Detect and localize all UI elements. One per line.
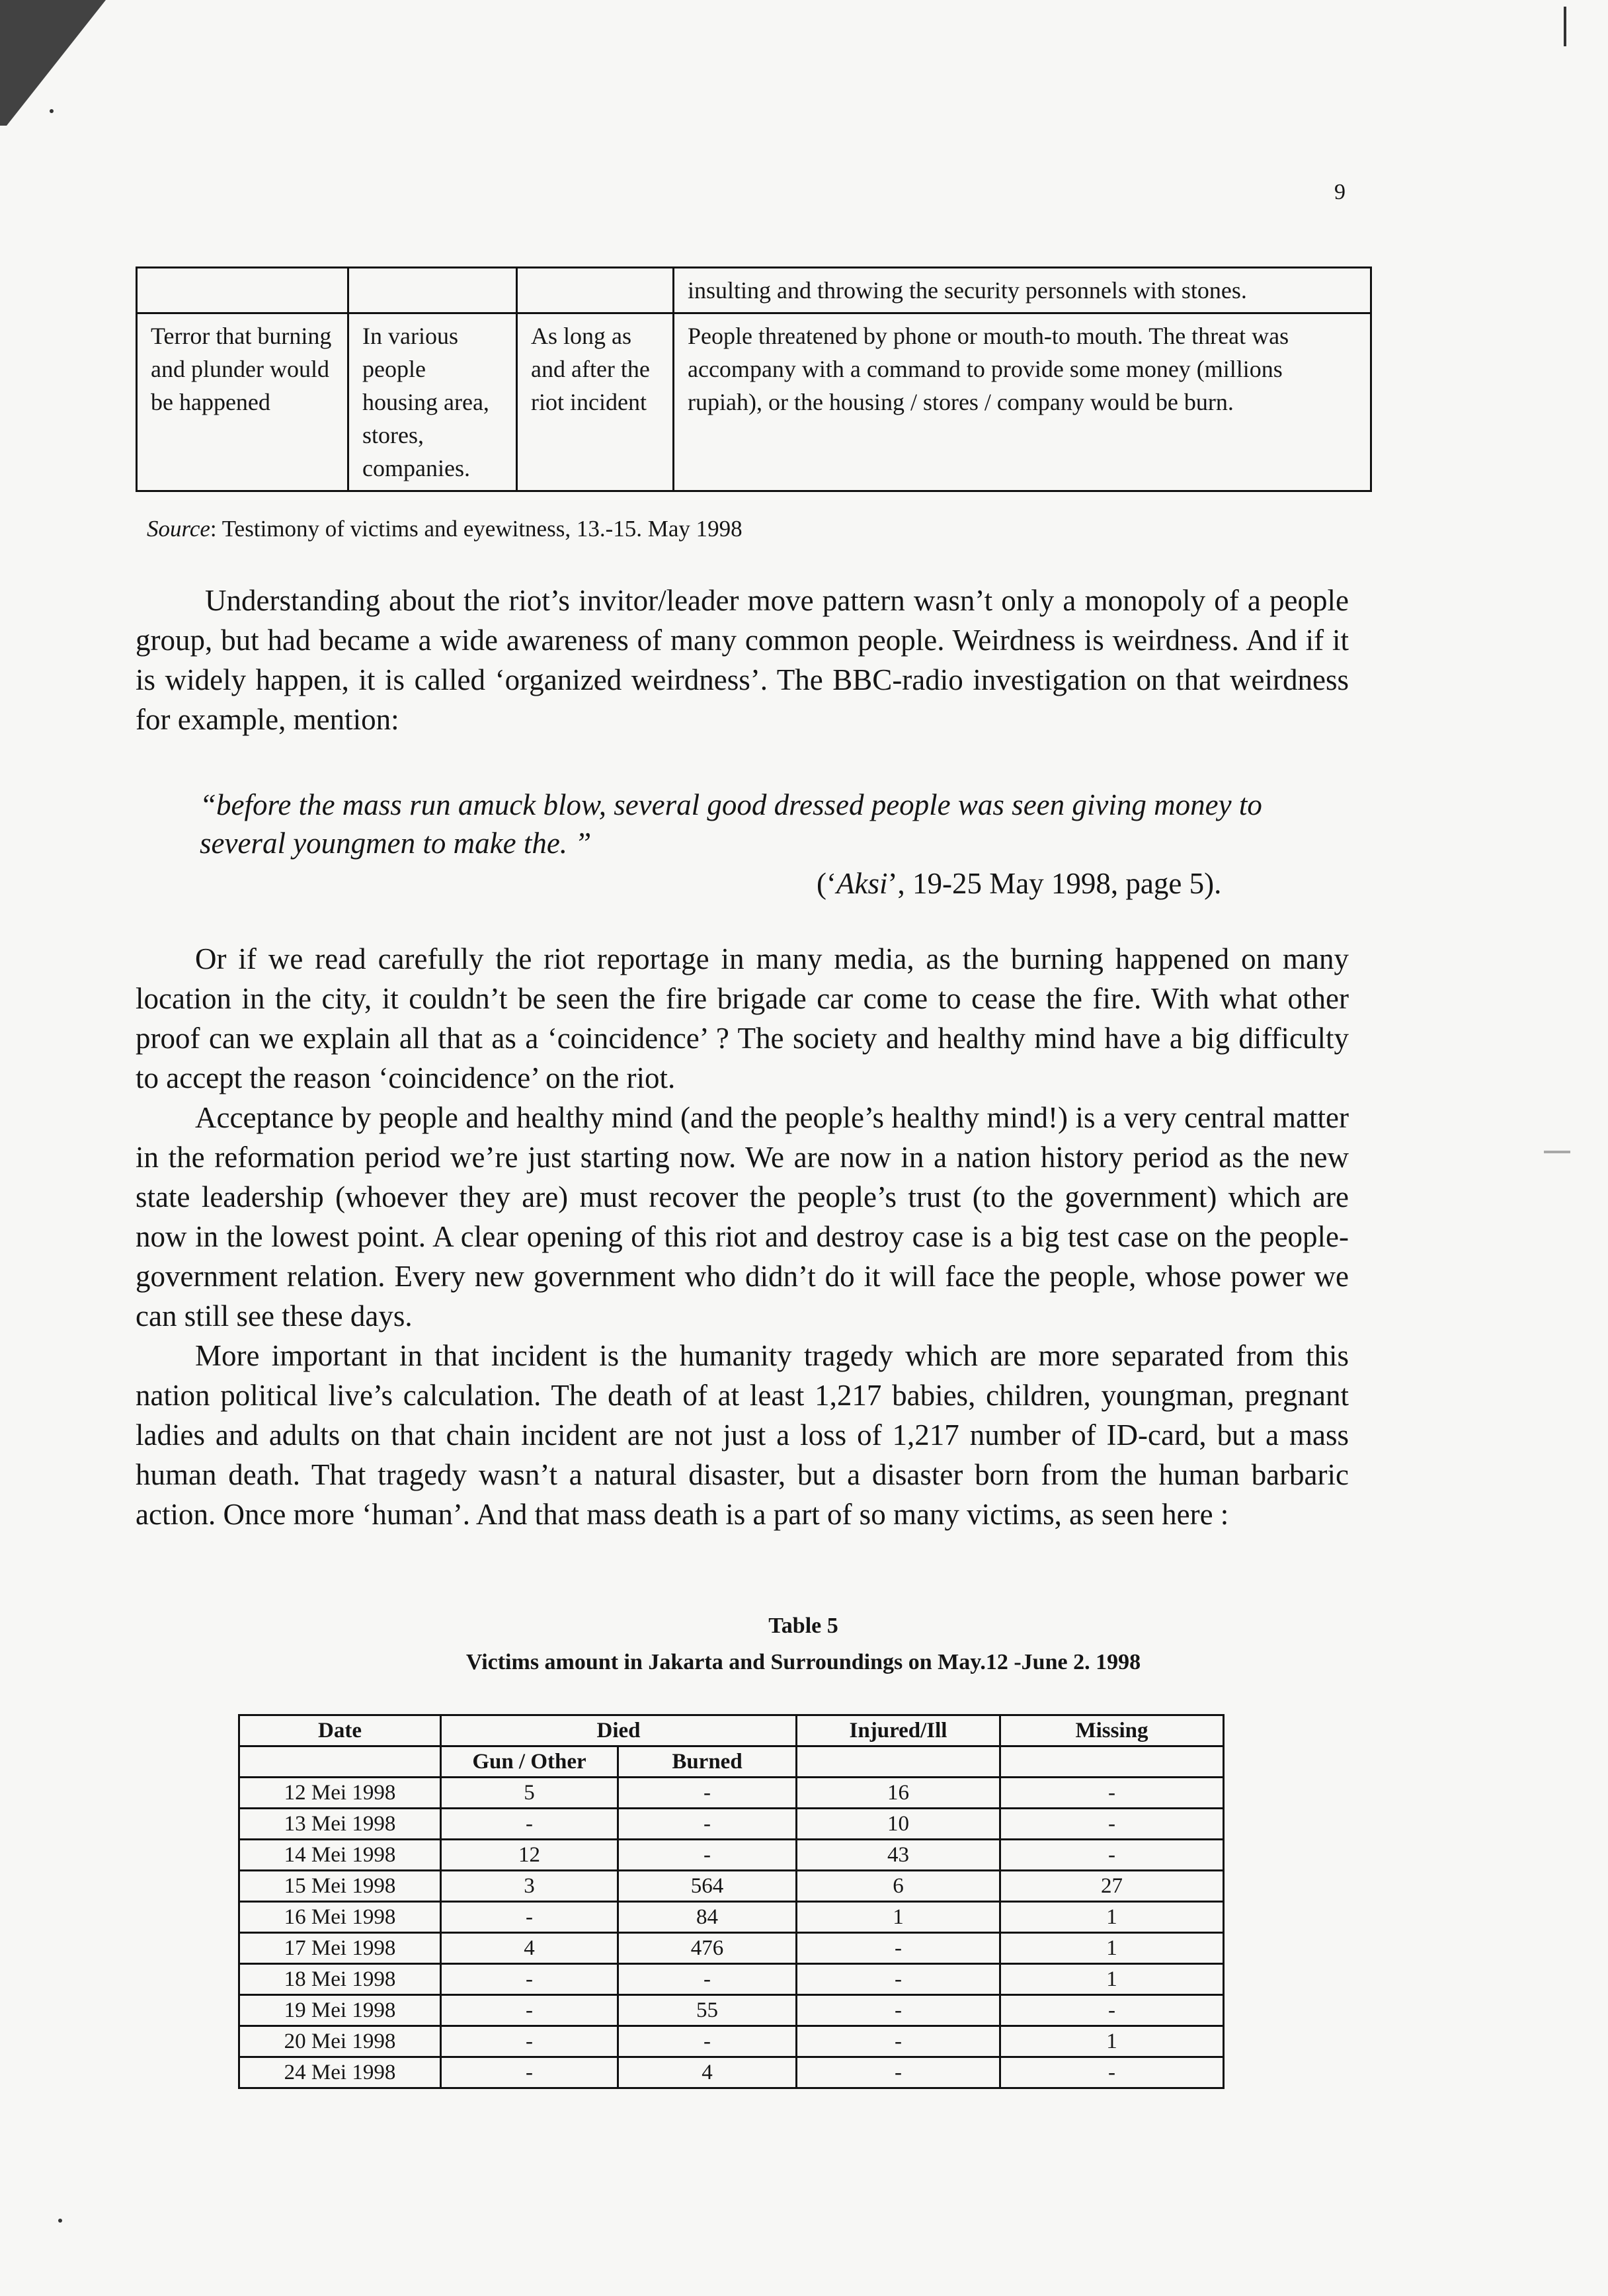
victims-table — [238, 1714, 1225, 2089]
table-row — [239, 1933, 1224, 1964]
value-cell: - — [1000, 1809, 1224, 1840]
value-cell: - — [618, 1809, 797, 1840]
value-cell: 84 — [618, 1902, 797, 1933]
value-cell: - — [441, 1902, 618, 1933]
value-cell: 27 — [1000, 1871, 1224, 1902]
value-cell: - — [618, 1840, 797, 1871]
table-row — [239, 1840, 1224, 1871]
value-cell: - — [441, 1809, 618, 1840]
header-missing: Missing — [1000, 1715, 1224, 1746]
value-cell: - — [1000, 2057, 1224, 2088]
date-cell: 19 Mei 1998 — [239, 1995, 441, 2026]
value-cell: 4 — [618, 2057, 797, 2088]
date-cell: 13 Mei 1998 — [239, 1809, 441, 1840]
value-cell: - — [797, 2057, 1000, 2088]
value-cell: - — [441, 2057, 618, 2088]
header-date: Date — [239, 1715, 441, 1746]
table-cell: insulting and throwing the security personnels with stones. — [674, 268, 1371, 313]
scan-corner-artifact — [0, 0, 112, 132]
value-cell: 5 — [441, 1778, 618, 1809]
value-cell: - — [618, 2026, 797, 2057]
scan-speck — [58, 2219, 62, 2223]
table-row — [239, 1809, 1224, 1840]
value-cell: 1 — [1000, 2026, 1224, 2057]
value-cell: - — [797, 1995, 1000, 2026]
value-cell: - — [797, 1933, 1000, 1964]
paragraph-3: Acceptance by people and healthy mind (and the people’s healthy mind!) is a very central matter in the reformation period we’re just starting now. We are now in a nation history period as the new state leadership (whoever they are) must recover the people’s trust (to the government) which are now in the lowest point. A clear opening of this riot and destroy case is a big test case on the people-government relation. Every new government who didn’t do it will face the people, whose power we can still see these days. — [136, 1101, 1349, 1332]
date-cell: 15 Mei 1998 — [239, 1871, 441, 1902]
value-cell: 6 — [797, 1871, 1000, 1902]
value-cell: - — [441, 2026, 618, 2057]
header-died: Died — [441, 1715, 797, 1746]
date-cell: 20 Mei 1998 — [239, 2026, 441, 2057]
value-cell: - — [618, 1964, 797, 1995]
subheader-empty — [797, 1746, 1000, 1778]
scan-speck — [1564, 7, 1566, 46]
value-cell: 43 — [797, 1840, 1000, 1871]
value-cell: 1 — [1000, 1933, 1224, 1964]
victims-table-body — [239, 1778, 1224, 2088]
table-cell: People threatened by phone or mouth-to mouth. The threat was accompany with a command to provide some money (millions rupiah), or the housing / stores / company would be burn. — [674, 313, 1371, 491]
paragraph-1: Understanding about the riot’s invitor/leader move pattern wasn’t only a monopoly of a people group, but had became a wide awareness of many common people. Weirdness is weirdness. And if it is widely happen, it is called ‘organized weirdness’. The BBC-radio investigation on that weirdness for example, mention: — [136, 584, 1349, 736]
table-row — [239, 1902, 1224, 1933]
value-cell: 1 — [797, 1902, 1000, 1933]
value-cell: 1 — [1000, 1964, 1224, 1995]
value-cell: 476 — [618, 1933, 797, 1964]
date-cell: 17 Mei 1998 — [239, 1933, 441, 1964]
table-cell — [517, 268, 674, 313]
cite-title: Aksi — [836, 867, 888, 900]
table-row — [137, 313, 1371, 491]
table-row — [239, 2026, 1224, 2057]
table-row — [239, 1778, 1224, 1809]
table-row — [239, 1871, 1224, 1902]
subheader-empty — [1000, 1746, 1224, 1778]
value-cell: - — [441, 1964, 618, 1995]
date-cell: 18 Mei 1998 — [239, 1964, 441, 1995]
value-cell: 55 — [618, 1995, 797, 2026]
value-cell: - — [618, 1778, 797, 1809]
value-cell: - — [1000, 1778, 1224, 1809]
date-cell: 24 Mei 1998 — [239, 2057, 441, 2088]
cite-rest: ’, 19-25 May 1998, page 5). — [887, 867, 1222, 900]
value-cell: 12 — [441, 1840, 618, 1871]
header-burned: Burned — [618, 1746, 797, 1778]
testimony-table — [136, 266, 1372, 492]
value-cell: 4 — [441, 1933, 618, 1964]
table-header-row — [239, 1715, 1224, 1746]
value-cell: - — [1000, 1840, 1224, 1871]
table-5-title: Victims amount in Jakarta and Surroundings on May.12 -June 2. 1998 — [465, 1650, 1141, 1674]
value-cell: 3 — [441, 1871, 618, 1902]
table-cell: As long as and after the riot incident — [517, 313, 674, 491]
value-cell: - — [797, 2026, 1000, 2057]
table-source-note — [147, 516, 743, 542]
value-cell: 564 — [618, 1871, 797, 1902]
table-row — [239, 1964, 1224, 1995]
paragraph-4: More important in that incident is the humanity tragedy which are more separated from this nation political live’s calculation. The death of at least 1,217 babies, children, youngman, pregnant ladies and adults on that chain incident are not just a loss of 1,217 number of ID-card, but a mass human death. That tragedy wasn’t a natural disaster, but a disaster born from the human barbaric action. Once more ‘human’. And that mass death is a part of so many victims, as seen here : — [136, 1339, 1349, 1531]
table-5-number: Table 5 — [768, 1614, 838, 1638]
date-cell: 16 Mei 1998 — [239, 1902, 441, 1933]
value-cell: 1 — [1000, 1902, 1224, 1933]
value-cell: 16 — [797, 1778, 1000, 1809]
source-text: : Testimony of victims and eyewitness, 13.-15. May 1998 — [210, 516, 743, 542]
table-row — [137, 268, 1371, 313]
table-row — [239, 2057, 1224, 2088]
table-cell — [137, 268, 348, 313]
date-cell: 14 Mei 1998 — [239, 1840, 441, 1871]
date-cell: 12 Mei 1998 — [239, 1778, 441, 1809]
paragraph-2: Or if we read carefully the riot reportage in many media, as the burning happened on many location in the city, it couldn’t be seen the fire brigade car come to cease the fire. With what other proof can we explain all that as a ‘coincidence’ ? The society and healthy mind have a big difficulty to accept the reason ‘coincidence’ on the riot. — [136, 942, 1349, 1094]
cite-open: (‘ — [817, 867, 836, 900]
value-cell: - — [441, 1995, 618, 2026]
source-label: Source — [147, 516, 210, 542]
scan-speck — [1544, 1151, 1570, 1153]
quote-citation — [817, 866, 1221, 901]
header-gun-other: Gun / Other — [441, 1746, 618, 1778]
table-cell: In various people housing area, stores, companies. — [348, 313, 517, 491]
table-row — [239, 1995, 1224, 2026]
bbc-quote: “before the mass run amuck blow, several good dressed people was seen giving money to several youngmen to make the. ” — [200, 788, 1262, 860]
table-subheader-row — [239, 1746, 1224, 1778]
table-cell — [348, 268, 517, 313]
scan-speck — [50, 109, 54, 113]
header-injured: Injured/Ill — [797, 1715, 1000, 1746]
table-cell: Terror that burning and plunder would be happened — [137, 313, 348, 491]
page-number: 9 — [1334, 180, 1346, 204]
value-cell: - — [1000, 1995, 1224, 2026]
value-cell: 10 — [797, 1809, 1000, 1840]
value-cell: - — [797, 1964, 1000, 1995]
subheader-empty — [239, 1746, 441, 1778]
